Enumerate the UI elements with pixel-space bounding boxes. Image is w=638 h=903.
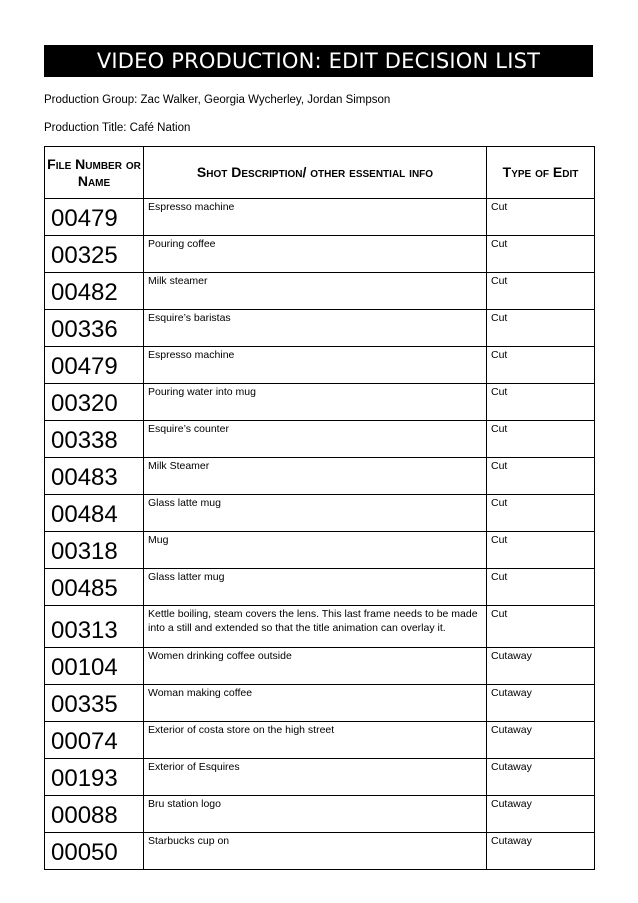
file-number: 00074 bbox=[51, 728, 118, 755]
edit-type: Cut bbox=[487, 236, 595, 273]
edit-type: Cut bbox=[487, 273, 595, 310]
file-number-cell bbox=[45, 384, 144, 421]
file-number: 00484 bbox=[51, 501, 118, 528]
edit-type: Cut bbox=[487, 569, 595, 606]
table-row bbox=[45, 685, 595, 722]
header-file-number: File Number or Name bbox=[45, 147, 144, 199]
table-row bbox=[45, 273, 595, 310]
table-header-row bbox=[45, 147, 595, 199]
table-row bbox=[45, 384, 595, 421]
shot-description: Milk steamer bbox=[144, 273, 487, 310]
file-number-cell bbox=[45, 199, 144, 236]
file-number: 00318 bbox=[51, 538, 118, 565]
edit-type: Cut bbox=[487, 384, 595, 421]
table-row bbox=[45, 648, 595, 685]
table-row bbox=[45, 532, 595, 569]
edit-type: Cut bbox=[487, 310, 595, 347]
shot-description: Esquire’s baristas bbox=[144, 310, 487, 347]
file-number: 00482 bbox=[51, 279, 118, 306]
shot-description: Esquire’s counter bbox=[144, 421, 487, 458]
file-number: 00479 bbox=[51, 353, 118, 380]
shot-description: Espresso machine bbox=[144, 347, 487, 384]
shot-description: Glass latter mug bbox=[144, 569, 487, 606]
shot-description: Kettle boiling, steam covers the lens. This last frame needs to be made into a still and extended so that the title animation can overlay it. bbox=[144, 606, 487, 648]
file-number-cell bbox=[45, 722, 144, 759]
table-row bbox=[45, 606, 595, 648]
file-number: 00320 bbox=[51, 390, 118, 417]
file-number: 00335 bbox=[51, 691, 118, 718]
table-row bbox=[45, 199, 595, 236]
table-row bbox=[45, 458, 595, 495]
edit-type: Cutaway bbox=[487, 796, 595, 833]
shot-description: Bru station logo bbox=[144, 796, 487, 833]
edit-type: Cutaway bbox=[487, 685, 595, 722]
file-number: 00313 bbox=[51, 617, 118, 644]
file-number: 00325 bbox=[51, 242, 118, 269]
file-number-cell bbox=[45, 606, 144, 648]
edit-type: Cut bbox=[487, 421, 595, 458]
file-number-cell bbox=[45, 532, 144, 569]
shot-description: Glass latte mug bbox=[144, 495, 487, 532]
file-number-cell bbox=[45, 236, 144, 273]
edit-type: Cutaway bbox=[487, 833, 595, 870]
file-number: 00336 bbox=[51, 316, 118, 343]
file-number: 00485 bbox=[51, 575, 118, 602]
edit-type: Cutaway bbox=[487, 759, 595, 796]
table-row bbox=[45, 421, 595, 458]
file-number: 00193 bbox=[51, 765, 118, 792]
file-number-cell bbox=[45, 347, 144, 384]
table-row bbox=[45, 759, 595, 796]
edit-type: Cut bbox=[487, 458, 595, 495]
shot-description: Mug bbox=[144, 532, 487, 569]
table-row bbox=[45, 495, 595, 532]
shot-description: Espresso machine bbox=[144, 199, 487, 236]
shot-description: Woman making coffee bbox=[144, 685, 487, 722]
file-number-cell bbox=[45, 458, 144, 495]
file-number: 00479 bbox=[51, 205, 118, 232]
shot-description: Exterior of Esquires bbox=[144, 759, 487, 796]
header-type-of-edit: Type of Edit bbox=[487, 147, 595, 199]
file-number-cell bbox=[45, 310, 144, 347]
file-number: 00483 bbox=[51, 464, 118, 491]
edit-type: Cut bbox=[487, 495, 595, 532]
table-row bbox=[45, 722, 595, 759]
table-row bbox=[45, 347, 595, 384]
document-heading: VIDEO PRODUCTION: EDIT DECISION LIST bbox=[44, 45, 593, 77]
edit-decision-table bbox=[44, 146, 595, 870]
shot-description: Pouring water into mug bbox=[144, 384, 487, 421]
edit-type: Cut bbox=[487, 606, 595, 648]
file-number-cell bbox=[45, 759, 144, 796]
table-row bbox=[45, 569, 595, 606]
file-number-cell bbox=[45, 833, 144, 870]
edit-type: Cutaway bbox=[487, 648, 595, 685]
file-number: 00050 bbox=[51, 839, 118, 866]
edit-type: Cutaway bbox=[487, 722, 595, 759]
edit-type: Cut bbox=[487, 199, 595, 236]
file-number: 00338 bbox=[51, 427, 118, 454]
table-row bbox=[45, 833, 595, 870]
edit-type: Cut bbox=[487, 532, 595, 569]
file-number-cell bbox=[45, 796, 144, 833]
file-number: 00104 bbox=[51, 654, 118, 681]
shot-description: Pouring coffee bbox=[144, 236, 487, 273]
file-number-cell bbox=[45, 569, 144, 606]
file-number-cell bbox=[45, 685, 144, 722]
production-group: Production Group: Zac Walker, Georgia Wycherley, Jordan Simpson bbox=[44, 94, 391, 106]
header-shot-description: Shot Description/ other essential info bbox=[144, 147, 487, 199]
edit-type: Cut bbox=[487, 347, 595, 384]
file-number-cell bbox=[45, 648, 144, 685]
shot-description: Women drinking coffee outside bbox=[144, 648, 487, 685]
file-number: 00088 bbox=[51, 802, 118, 829]
shot-description: Exterior of costa store on the high street bbox=[144, 722, 487, 759]
file-number-cell bbox=[45, 495, 144, 532]
table-row bbox=[45, 236, 595, 273]
file-number-cell bbox=[45, 421, 144, 458]
table-row bbox=[45, 310, 595, 347]
file-number-cell bbox=[45, 273, 144, 310]
shot-description: Starbucks cup on bbox=[144, 833, 487, 870]
production-title: Production Title: Café Nation bbox=[44, 122, 191, 134]
table-row bbox=[45, 796, 595, 833]
shot-description: Milk Steamer bbox=[144, 458, 487, 495]
